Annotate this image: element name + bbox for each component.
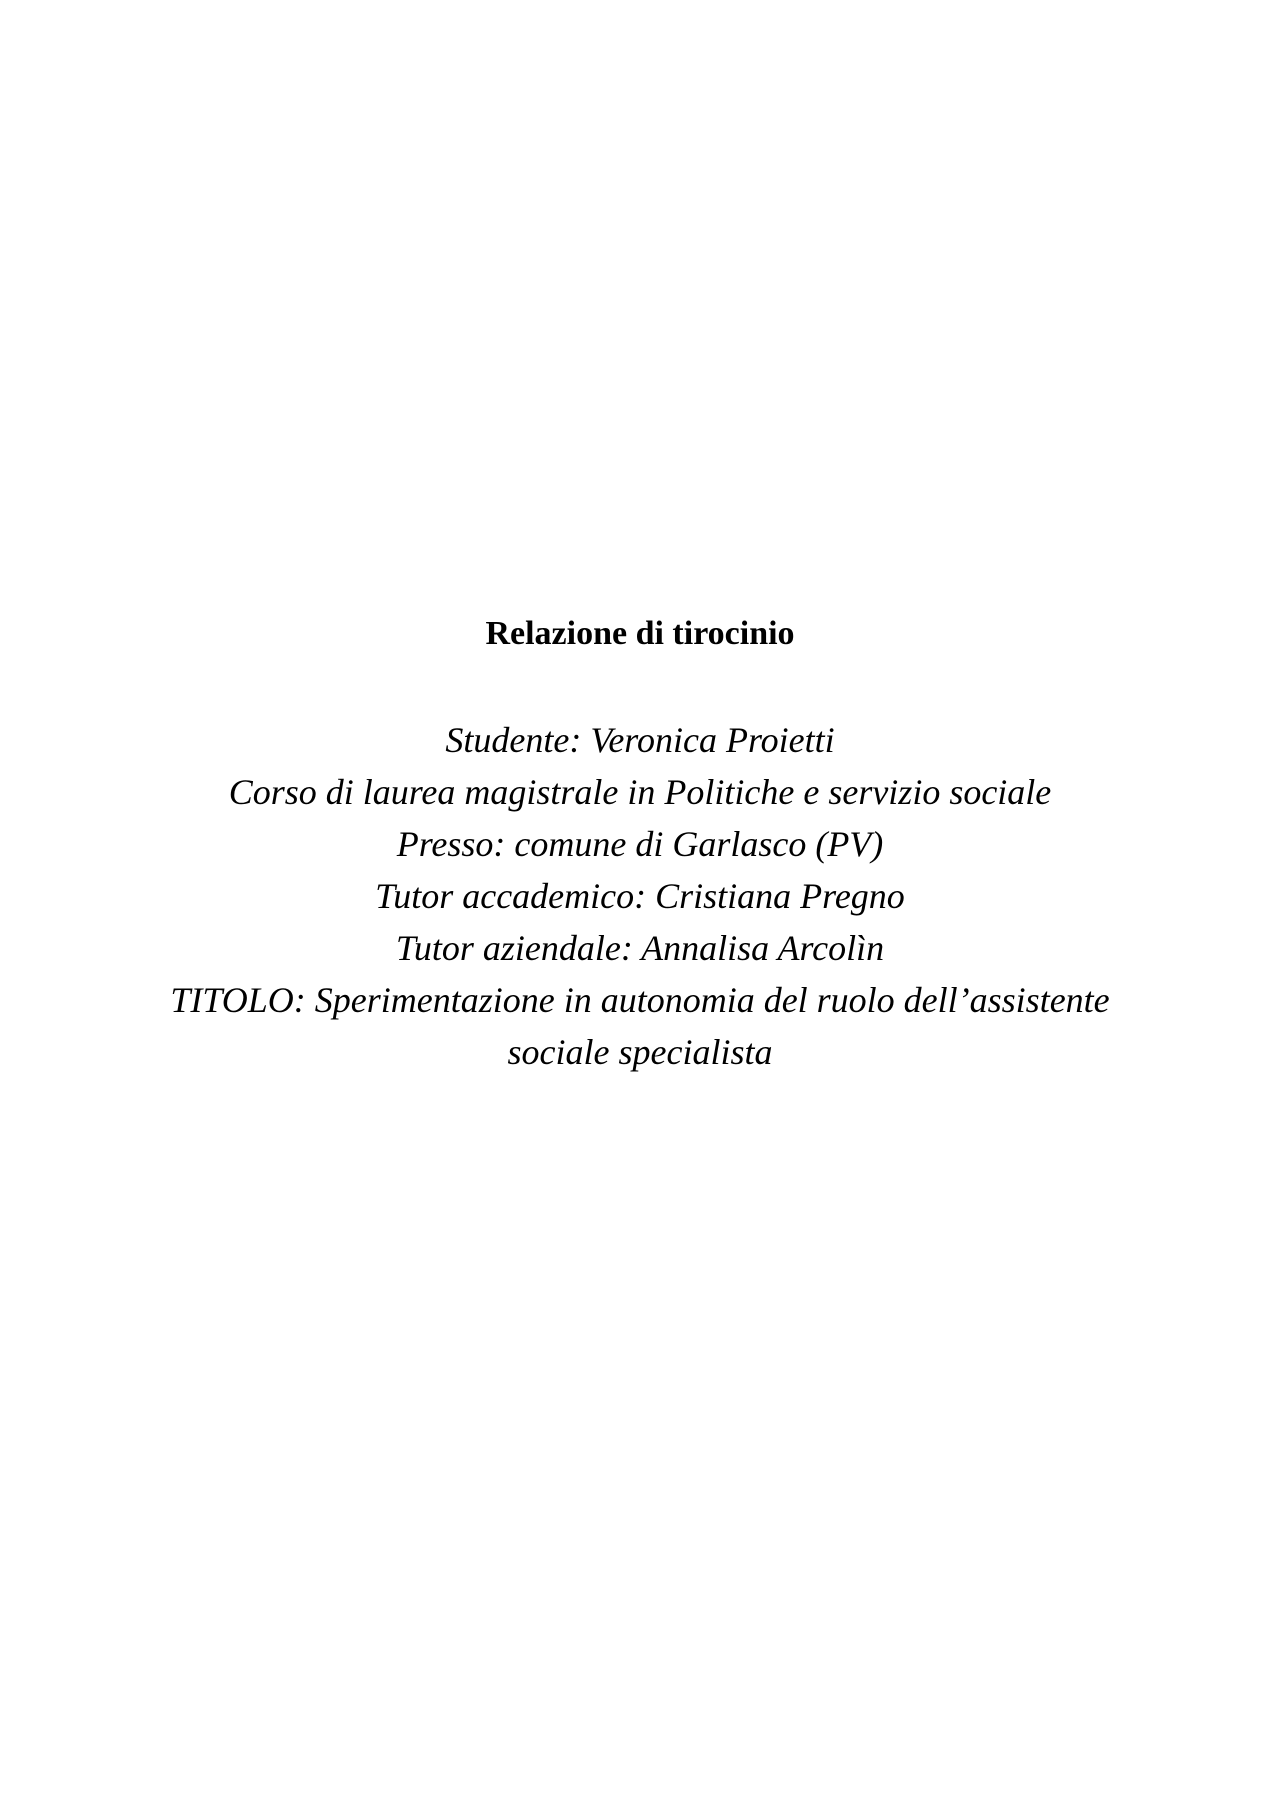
company-tutor-line: Tutor aziendale: Annalisa Arcolìn bbox=[395, 928, 885, 968]
thesis-title-line-2: sociale specialista bbox=[507, 1032, 773, 1072]
student-line: Studente: Veronica Proietti bbox=[445, 720, 835, 760]
academic-tutor-line: Tutor accademico: Cristiana Pregno bbox=[375, 876, 905, 916]
course-line: Corso di laurea magistrale in Politiche e servizio sociale bbox=[228, 772, 1052, 812]
document-title: Relazione di tirocinio bbox=[485, 615, 795, 652]
location-line: Presso: comune di Garlasco (PV) bbox=[396, 824, 884, 864]
info-block bbox=[130, 714, 1150, 1078]
title-block bbox=[0, 608, 1280, 660]
thesis-title-line-1: TITOLO: Sperimentazione in autonomia del ruolo dell’assistente bbox=[170, 980, 1110, 1020]
